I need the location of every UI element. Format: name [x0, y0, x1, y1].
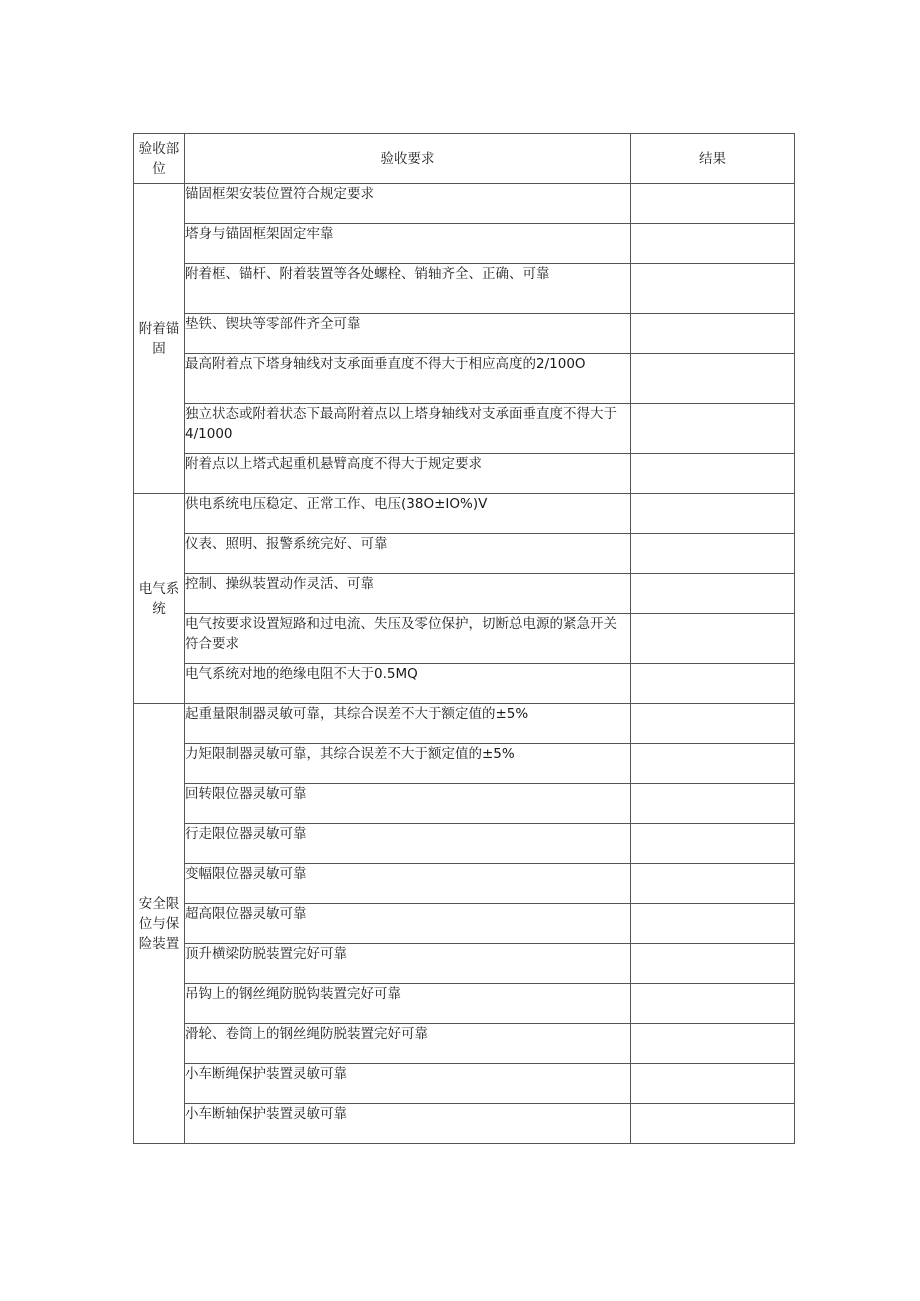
result-cell[interactable]: [631, 664, 795, 704]
result-cell[interactable]: [631, 704, 795, 744]
result-cell[interactable]: [631, 184, 795, 224]
result-cell[interactable]: [631, 454, 795, 494]
header-result: 结果: [631, 134, 795, 184]
result-cell[interactable]: [631, 314, 795, 354]
acceptance-table: [133, 133, 795, 1144]
table-row: [134, 494, 795, 534]
requirement-cell: 仪表、照明、报警系统完好、可靠: [185, 534, 631, 574]
header-requirement: 验收要求: [185, 134, 631, 184]
table-row: [134, 1024, 795, 1064]
result-cell[interactable]: [631, 784, 795, 824]
section-label-safety: 安全限位与保险装置: [134, 704, 185, 1144]
table-row: [134, 704, 795, 744]
result-cell[interactable]: [631, 824, 795, 864]
header-row: [134, 134, 795, 184]
requirement-cell: 滑轮、卷筒上的钢丝绳防脱装置完好可靠: [185, 1024, 631, 1064]
requirement-cell: 起重量限制器灵敏可靠，其综合误差不大于额定值的±5%: [185, 704, 631, 744]
table-row: [134, 1104, 795, 1144]
result-cell[interactable]: [631, 404, 795, 454]
table-row: [134, 314, 795, 354]
requirement-cell: 小车断绳保护装置灵敏可靠: [185, 1064, 631, 1104]
result-cell[interactable]: [631, 354, 795, 404]
table-row: [134, 454, 795, 494]
requirement-cell: 电气系统对地的绝缘电阻不大于0.5MQ: [185, 664, 631, 704]
result-cell[interactable]: [631, 224, 795, 264]
requirement-cell: 控制、操纵装置动作灵活、可靠: [185, 574, 631, 614]
result-cell[interactable]: [631, 264, 795, 314]
section-label-anchoring: 附着锚固: [134, 184, 185, 494]
result-cell[interactable]: [631, 864, 795, 904]
requirement-cell: 超高限位器灵敏可靠: [185, 904, 631, 944]
requirement-cell: 附着点以上塔式起重机悬臂高度不得大于规定要求: [185, 454, 631, 494]
table-row: [134, 354, 795, 404]
result-cell[interactable]: [631, 984, 795, 1024]
table-row: [134, 664, 795, 704]
result-cell[interactable]: [631, 1024, 795, 1064]
result-cell[interactable]: [631, 1064, 795, 1104]
requirement-cell: 锚固框架安装位置符合规定要求: [185, 184, 631, 224]
result-cell[interactable]: [631, 574, 795, 614]
header-position: 验收部位: [134, 134, 185, 184]
table-row: [134, 224, 795, 264]
requirement-cell: 供电系统电压稳定、正常工作、电压(38O±IO%)V: [185, 494, 631, 534]
table-row: [134, 404, 795, 454]
requirement-cell: 附着框、锚杆、附着装置等各处螺栓、销轴齐全、正确、可靠: [185, 264, 631, 314]
requirement-cell: 电气按要求设置短路和过电流、失压及零位保护，切断总电源的紧急开关符合要求: [185, 614, 631, 664]
table-row: [134, 534, 795, 574]
table-row: [134, 614, 795, 664]
result-cell[interactable]: [631, 494, 795, 534]
table-row: [134, 824, 795, 864]
requirement-cell: 独立状态或附着状态下最高附着点以上塔身轴线对支承面垂直度不得大于4/1000: [185, 404, 631, 454]
requirement-cell: 行走限位器灵敏可靠: [185, 824, 631, 864]
table-row: [134, 784, 795, 824]
table-row: [134, 944, 795, 984]
table-row: [134, 574, 795, 614]
requirement-cell: 垫铁、锲块等零部件齐全可靠: [185, 314, 631, 354]
table-row: [134, 744, 795, 784]
requirement-cell: 回转限位器灵敏可靠: [185, 784, 631, 824]
table-row: [134, 184, 795, 224]
section-label-electrical: 电气系统: [134, 494, 185, 704]
table-row: [134, 264, 795, 314]
requirement-cell: 顶升横梁防脱装置完好可靠: [185, 944, 631, 984]
result-cell[interactable]: [631, 534, 795, 574]
requirement-cell: 小车断轴保护装置灵敏可靠: [185, 1104, 631, 1144]
requirement-cell: 力矩限制器灵敏可靠，其综合误差不大于额定值的±5%: [185, 744, 631, 784]
result-cell[interactable]: [631, 904, 795, 944]
requirement-cell: 变幅限位器灵敏可靠: [185, 864, 631, 904]
result-cell[interactable]: [631, 744, 795, 784]
table-row: [134, 864, 795, 904]
requirement-cell: 最高附着点下塔身轴线对支承面垂直度不得大于相应高度的2/100O: [185, 354, 631, 404]
requirement-cell: 塔身与锚固框架固定牢靠: [185, 224, 631, 264]
table-row: [134, 1064, 795, 1104]
table-row: [134, 904, 795, 944]
result-cell[interactable]: [631, 614, 795, 664]
result-cell[interactable]: [631, 944, 795, 984]
result-cell[interactable]: [631, 1104, 795, 1144]
requirement-cell: 吊钩上的钢丝绳防脱钩装置完好可靠: [185, 984, 631, 1024]
table-row: [134, 984, 795, 1024]
